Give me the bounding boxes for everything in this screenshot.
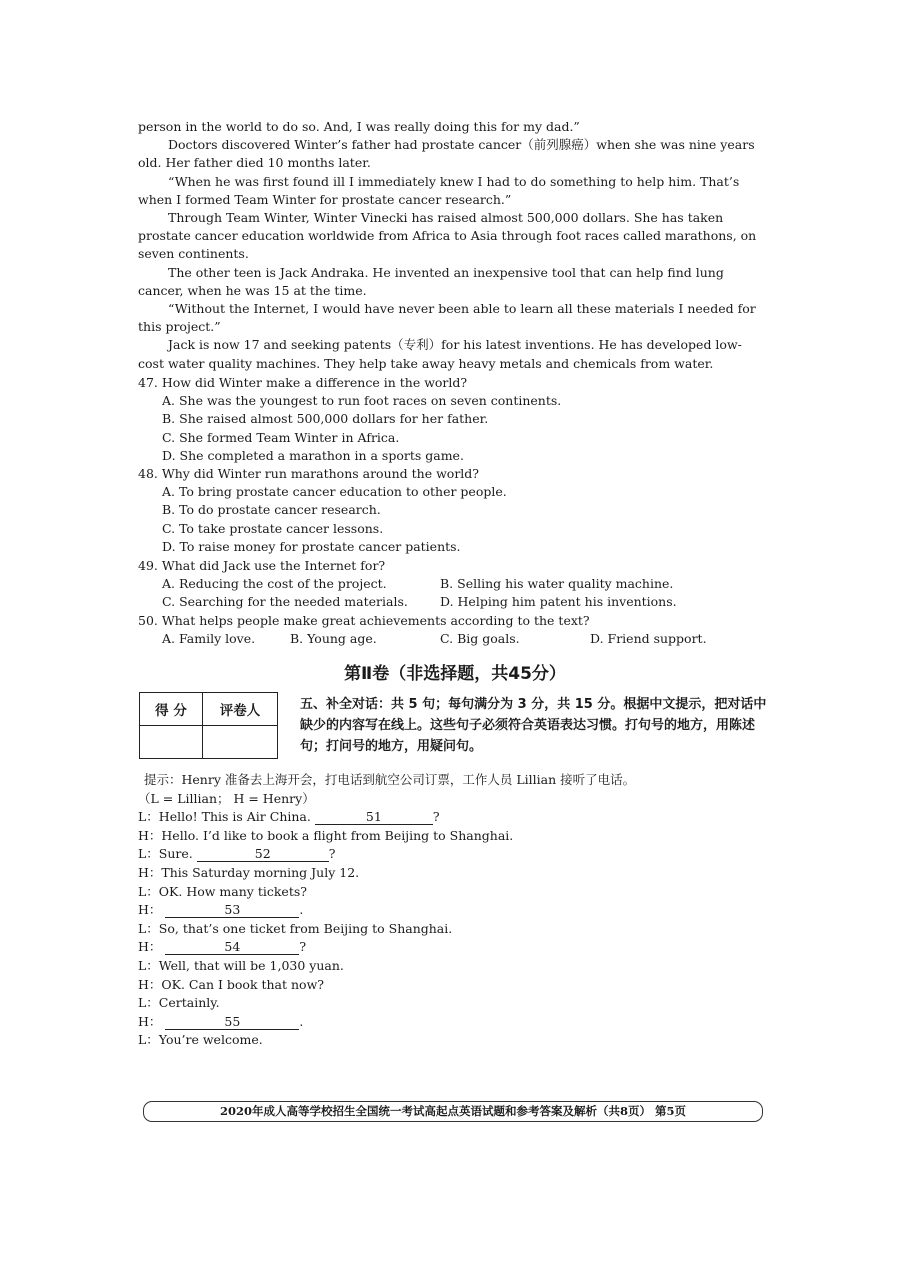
question-stem: 49. What did Jack use the Internet for?: [138, 558, 386, 573]
dialog-line: L：Certainly.: [138, 995, 220, 1011]
dialog-text: L：Sure.: [138, 846, 197, 862]
dialog-line: [138, 901, 766, 920]
reading-passage: [138, 118, 766, 373]
option-c: C. Big goals.: [440, 631, 520, 647]
blank-51[interactable]: 51: [315, 810, 433, 825]
dialog-line: H：Hello. I’d like to book a flight from Beijing to Shanghai.: [138, 827, 514, 843]
blank-53[interactable]: 53: [165, 903, 299, 918]
dialog-text: ?: [299, 939, 307, 955]
option-a: A. Family love.: [162, 631, 256, 647]
passage-paragraph: Jack is now 17 and seeking patents（专利）for his latest inventions. He has developed low-cost water quality machines. They help take away heavy metals and chemicals from water.: [138, 337, 742, 371]
dialog-line: L：You’re welcome.: [138, 1032, 263, 1048]
option-b: B. To do prostate cancer research.: [162, 502, 381, 518]
dialog-text: .: [299, 1013, 304, 1029]
option-d: D. Helping him patent his inventions.: [440, 594, 677, 610]
blank-55[interactable]: 55: [165, 1015, 299, 1030]
option-c: C. To take prostate cancer lessons.: [162, 520, 384, 536]
section-title: 第Ⅱ卷（非选择题，共45分）: [344, 664, 566, 684]
question-stem: 47. How did Winter make a difference in the world?: [138, 375, 468, 390]
dialog-text: .: [299, 902, 304, 918]
option-d: D. She completed a marathon in a sports game.: [162, 447, 464, 463]
passage-paragraph: The other teen is Jack Andraka. He invented an inexpensive tool that can help find lung cancer, when he was 15 at the time.: [138, 264, 724, 298]
option-a: A. To bring prostate cancer education to other people.: [162, 484, 507, 500]
section-instruction: 五、补全对话：共 5 句；每句满分为 3 分，共 15 分。根据中文提示，把对话中缺少的内容写在线上。这些句子必须符合英语表达习惯。打句号的地方，用陈述句；打问号的地方，用疑问句。: [300, 697, 767, 754]
passage-paragraph: “When he was first found ill I immediately knew I had to do something to help him. That’s when I formed Team Winter for prostate cancer research.”: [138, 173, 740, 207]
passage-paragraph: Through Team Winter, Winter Vinecki has raised almost 500,000 dollars. She has taken prostate cancer education worldwide from Africa to Asia through foot races called marathons, on seven continents.: [138, 210, 757, 262]
dialog-line: H：This Saturday morning July 12.: [138, 864, 360, 880]
dialog-line: L：So, that’s one ticket from Beijing to Shanghai.: [138, 920, 453, 936]
dialog-text: H：: [138, 902, 166, 918]
blank-54[interactable]: 54: [165, 940, 299, 955]
page-footer: 2020年成人高等学校招生全国统一考试高起点英语试题和参考答案及解析（共8页） 第5页: [143, 1101, 763, 1122]
dialog-text: ?: [432, 809, 440, 825]
option-a: A. Reducing the cost of the project.: [162, 576, 387, 592]
dialog-text: H：: [138, 1013, 166, 1029]
passage-paragraph: person in the world to do so. And, I was really doing this for my dad.”: [138, 119, 580, 134]
question-stem: 50. What helps people make great achievements according to the text?: [138, 613, 590, 628]
option-b: B. She raised almost 500,000 dollars for her father.: [162, 411, 489, 427]
dialog-legend: （L = Lillian； H = Henry）: [138, 790, 315, 806]
grader-cell[interactable]: [203, 726, 278, 759]
option-b: B. Selling his water quality machine.: [440, 576, 674, 592]
dialog-line: [138, 1013, 766, 1032]
option-c: C. Searching for the needed materials.: [162, 594, 408, 610]
passage-paragraph: “Without the Internet, I would have never been able to learn all these materials I needed for this project.”: [138, 301, 756, 335]
dialog-text: L：Hello! This is Air China.: [138, 809, 315, 825]
question-50: [138, 612, 766, 648]
dialog-line: [138, 938, 766, 957]
question-48: [138, 465, 766, 556]
option-d: D. To raise money for prostate cancer patients.: [162, 538, 461, 554]
option-d: D. Friend support.: [590, 631, 707, 647]
dialog-line: L：OK. How many tickets?: [138, 883, 307, 899]
option-a: A. She was the youngest to run foot races on seven continents.: [162, 393, 562, 409]
dialog-line: [138, 808, 766, 827]
blank-52[interactable]: 52: [197, 847, 329, 862]
grader-label: 评卷人: [203, 693, 278, 726]
question-49: [138, 557, 766, 612]
dialog: [138, 771, 766, 1050]
score-cell[interactable]: [140, 726, 203, 759]
dialog-line: L：Well, that will be 1,030 yuan.: [138, 957, 344, 973]
option-b: B. Young age.: [290, 631, 377, 647]
dialog-hint: 提示：Henry 准备去上海开会，打电话到航空公司订票，工作人员 Lillian 接听了电话。: [144, 772, 636, 787]
question-47: [138, 374, 766, 465]
dialog-text: ?: [328, 846, 336, 862]
dialog-line: [138, 845, 766, 864]
dialog-text: H：: [138, 939, 166, 955]
score-label: 得 分: [140, 693, 203, 726]
option-c: C. She formed Team Winter in Africa.: [162, 429, 400, 445]
score-table: [139, 692, 278, 759]
question-stem: 48. Why did Winter run marathons around the world?: [138, 466, 480, 481]
dialog-line: H：OK. Can I book that now?: [138, 976, 324, 992]
passage-paragraph: Doctors discovered Winter’s father had prostate cancer（前列腺癌）when she was nine years old. Her father died 10 months later.: [138, 137, 755, 171]
